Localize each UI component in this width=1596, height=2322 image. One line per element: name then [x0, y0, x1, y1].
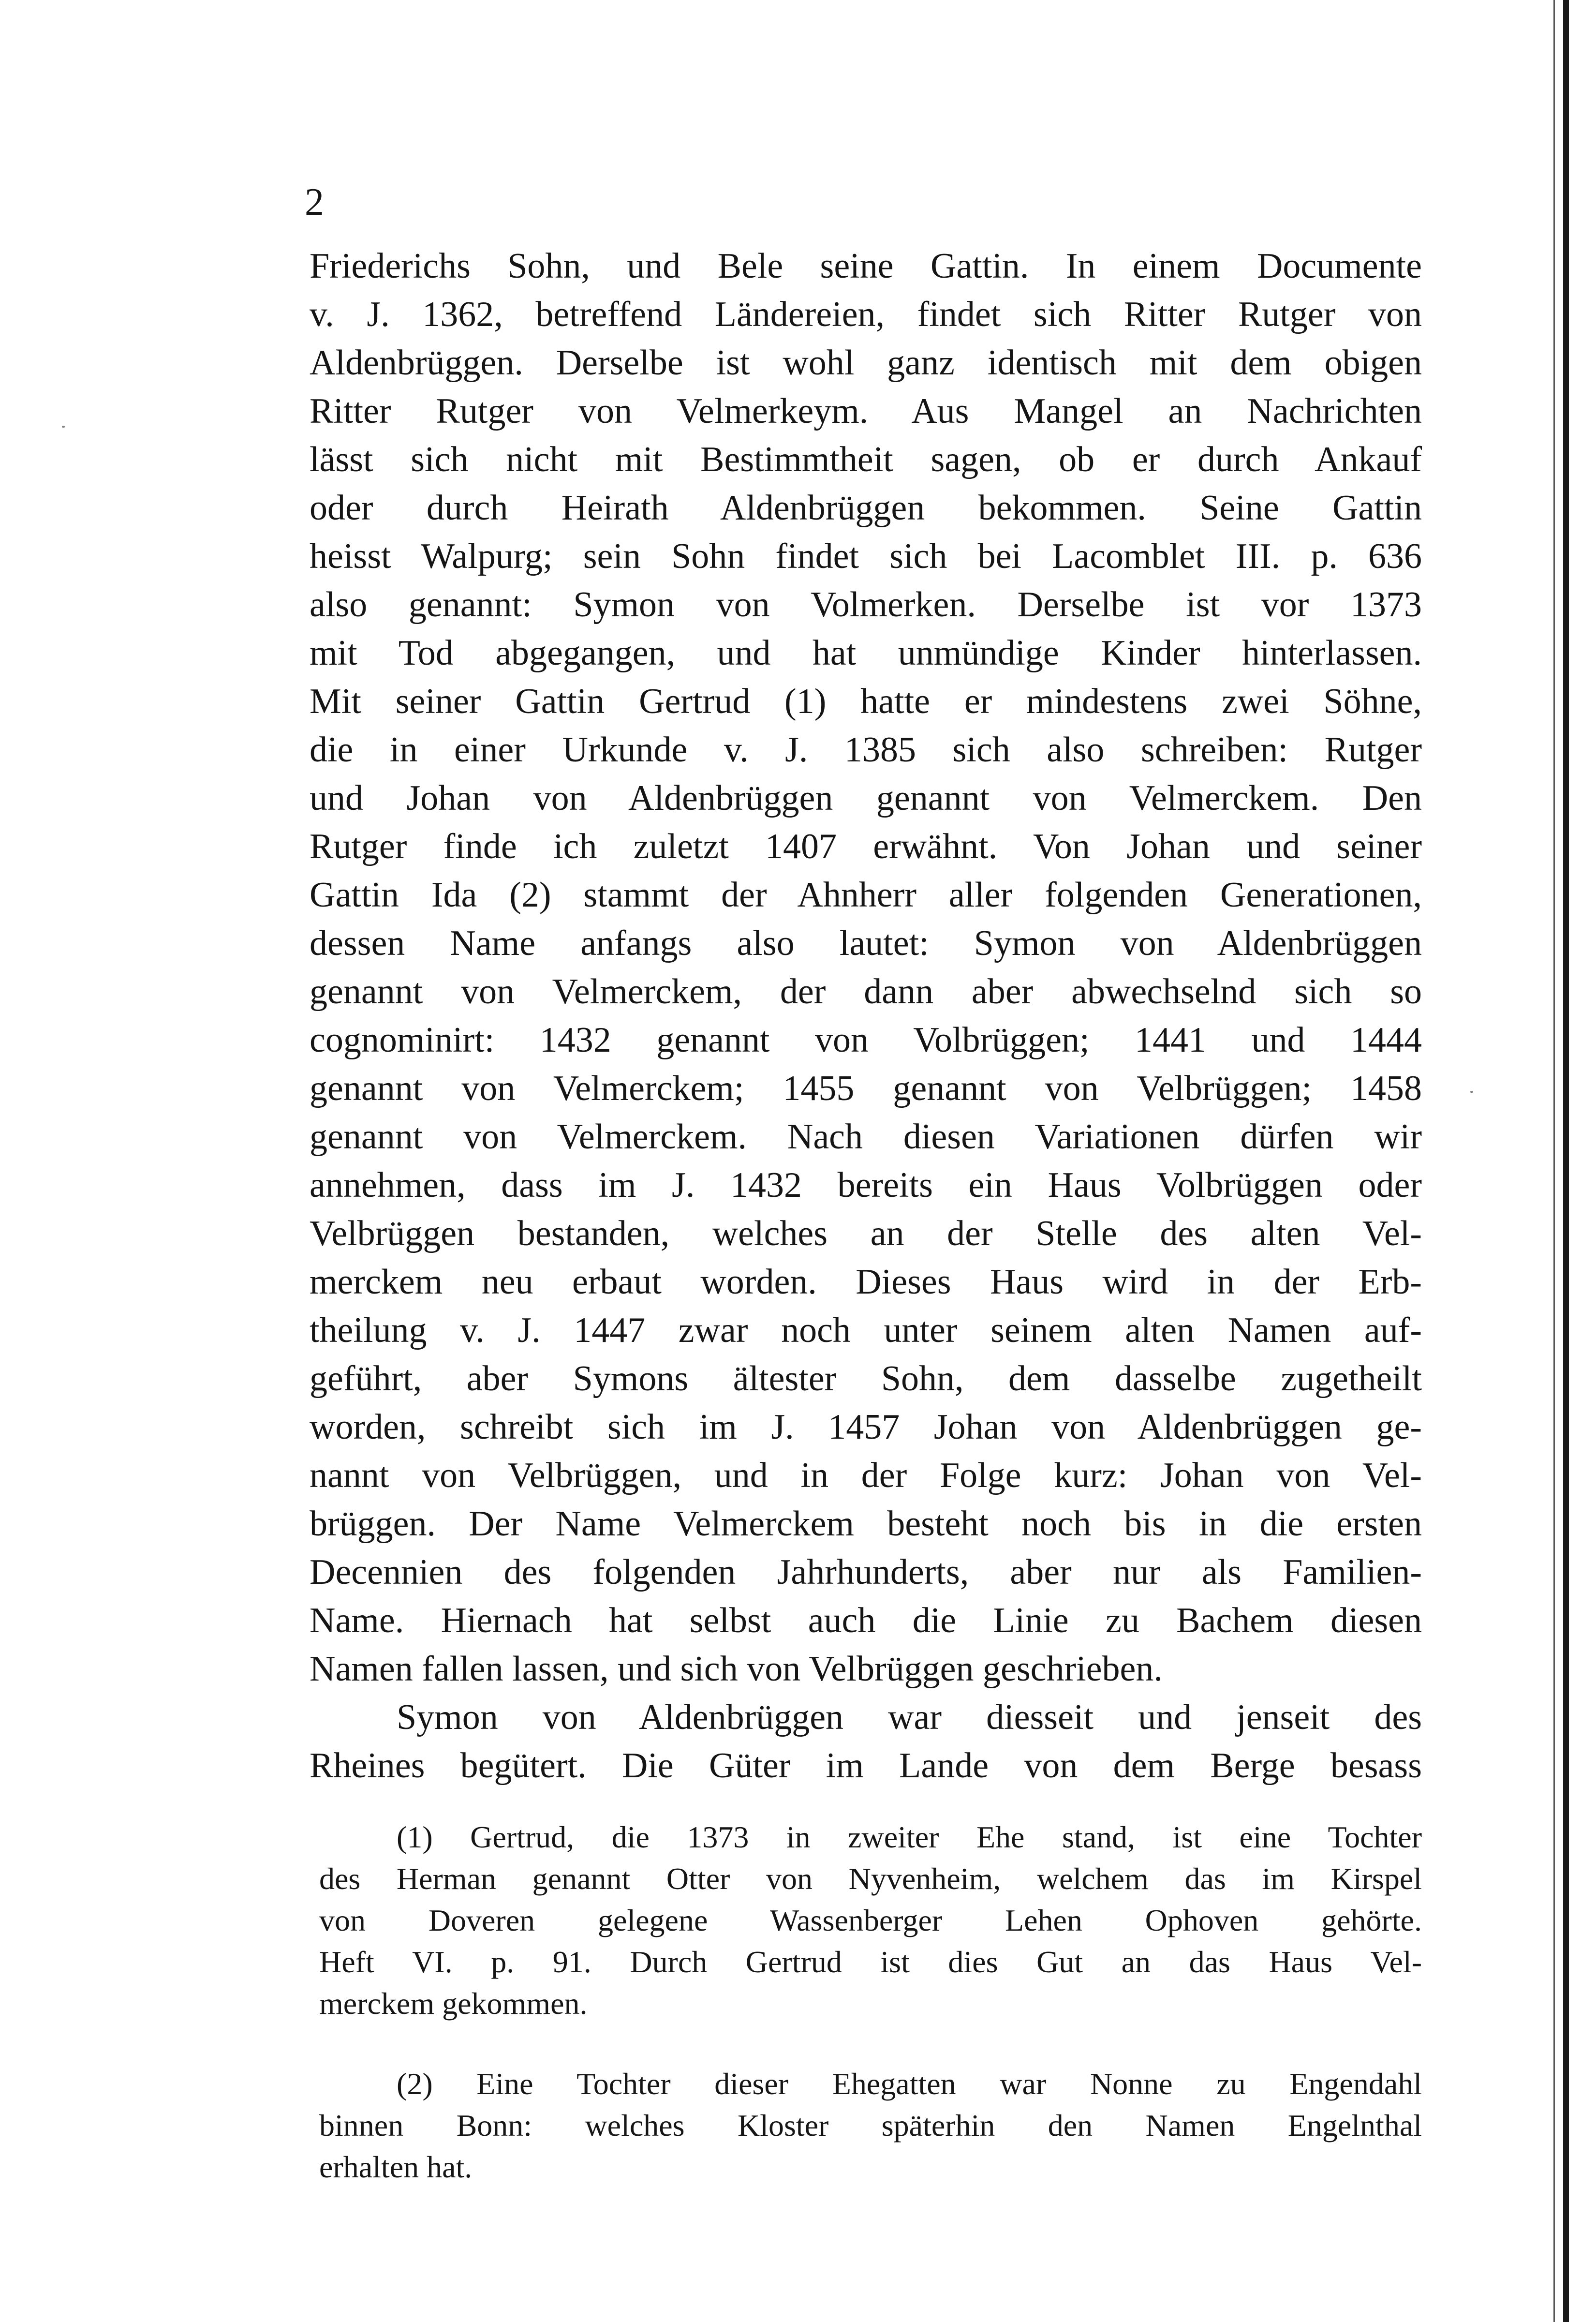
footnotes [319, 1816, 1422, 2188]
text-line: dessen Name anfangs also lautet: Symon von Aldenbrüggen [310, 923, 1422, 963]
footnote-2 [319, 2063, 1422, 2188]
text-line: Velbrüggen bestanden, welches an der Stelle des alten Vel- [310, 1214, 1422, 1253]
text-line: theilung v. J. 1447 zwar noch unter seinem alten Namen auf- [310, 1310, 1422, 1350]
footnote-line: (1) Gertrud, die 1373 in zweiter Ehe stand, ist eine Tochter [397, 1820, 1422, 1854]
text-line: Ritter Rutger von Velmerkeym. Aus Mangel an Nachrichten [310, 391, 1422, 431]
text-line: Gattin Ida (2) stammt der Ahnherr aller folgenden Generationen, [310, 875, 1422, 915]
footnote-line: binnen Bonn: welches Kloster späterhin den Namen Engelnthal [319, 2108, 1422, 2143]
footnote-line: (2) Eine Tochter dieser Ehegatten war Nonne zu Engendahl [397, 2067, 1422, 2101]
text-line: Decennien des folgenden Jahrhunderts, aber nur als Familien- [310, 1552, 1422, 1592]
text-line: Friederichs Sohn, und Bele seine Gattin. In einem Documente [310, 246, 1422, 286]
text-line-paragraph-start: Symon von Aldenbrüggen war diesseit und jenseit des [397, 1697, 1422, 1737]
text-line: geführt, aber Symons ältester Sohn, dem dasselbe zugetheilt [310, 1359, 1422, 1399]
scan-speck [62, 426, 65, 428]
text-line: oder durch Heirath Aldenbrüggen bekommen. Seine Gattin [310, 488, 1422, 528]
page-number: 2 [305, 181, 324, 223]
text-line: cognominirt: 1432 genannt von Volbrüggen; 1441 und 1444 [310, 1020, 1422, 1060]
text-line: die in einer Urkunde v. J. 1385 sich also schreiben: Rutger [310, 730, 1422, 770]
footnote-spacer [319, 2024, 1422, 2063]
text-line: lässt sich nicht mit Bestimmtheit sagen, ob er durch Ankauf [310, 440, 1422, 479]
text-line: Name. Hiernach hat selbst auch die Linie zu Bachem diesen [310, 1601, 1422, 1640]
text-line: genannt von Velmerckem; 1455 genannt von Velbrüggen; 1458 [310, 1069, 1422, 1108]
footnote-line: von Doveren gelegene Wassenberger Lehen Ophoven gehörte. [319, 1903, 1422, 1937]
text-line: brüggen. Der Name Velmerckem besteht noch bis in die ersten [310, 1504, 1422, 1544]
text-line: merckem neu erbaut worden. Dieses Haus wird in der Erb- [310, 1262, 1422, 1302]
text-line: v. J. 1362, betreffend Ländereien, findet sich Ritter Rutger von [310, 295, 1422, 334]
footnote-line: Heft VI. p. 91. Durch Gertrud ist dies Gut an das Haus Vel- [319, 1945, 1422, 1979]
text-line: genannt von Velmerckem. Nach diesen Variationen dürfen wir [310, 1117, 1422, 1157]
scan-edge-line [1553, 0, 1555, 2322]
text-line: nannt von Velbrüggen, und in der Folge kurz: Johan von Vel- [310, 1456, 1422, 1495]
text-line: genannt von Velmerckem, der dann aber abwechselnd sich so [310, 972, 1422, 1012]
footnote-line: erhalten hat. [319, 2150, 473, 2184]
text-line: Mit seiner Gattin Gertrud (1) hatte er mindestens zwei Söhne, [310, 682, 1422, 721]
text-line: mit Tod abgegangen, und hat unmündige Kinder hinterlassen. [310, 633, 1422, 673]
body-text [310, 242, 1422, 1790]
text-line: worden, schreibt sich im J. 1457 Johan von Aldenbrüggen ge- [310, 1407, 1422, 1447]
footnote-line: merckem gekommen. [319, 1986, 588, 2021]
scan-speck [1470, 1091, 1473, 1093]
footnote-line: des Herman genannt Otter von Nyvenheim, welchem das im Kirspel [319, 1861, 1422, 1896]
text-line: also genannt: Symon von Volmerken. Derselbe ist vor 1373 [310, 585, 1422, 625]
text-line: und Johan von Aldenbrüggen genannt von Velmerckem. Den [310, 778, 1422, 818]
text-line: Namen fallen lassen, und sich von Velbrüggen geschrieben. [310, 1649, 1163, 1689]
text-line: Rutger finde ich zuletzt 1407 erwähnt. Von Johan und seiner [310, 827, 1422, 866]
text-line: annehmen, dass im J. 1432 bereits ein Haus Volbrüggen oder [310, 1165, 1422, 1205]
footnote-1 [319, 1816, 1422, 2024]
text-line: Rheines begütert. Die Güter im Lande von dem Berge besass [310, 1746, 1422, 1786]
text-line: heisst Walpurg; sein Sohn findet sich bei Lacomblet III. p. 636 [310, 536, 1422, 576]
text-line: Aldenbrüggen. Derselbe ist wohl ganz identisch mit dem obigen [310, 343, 1422, 383]
scan-edge-border [1563, 0, 1569, 2322]
